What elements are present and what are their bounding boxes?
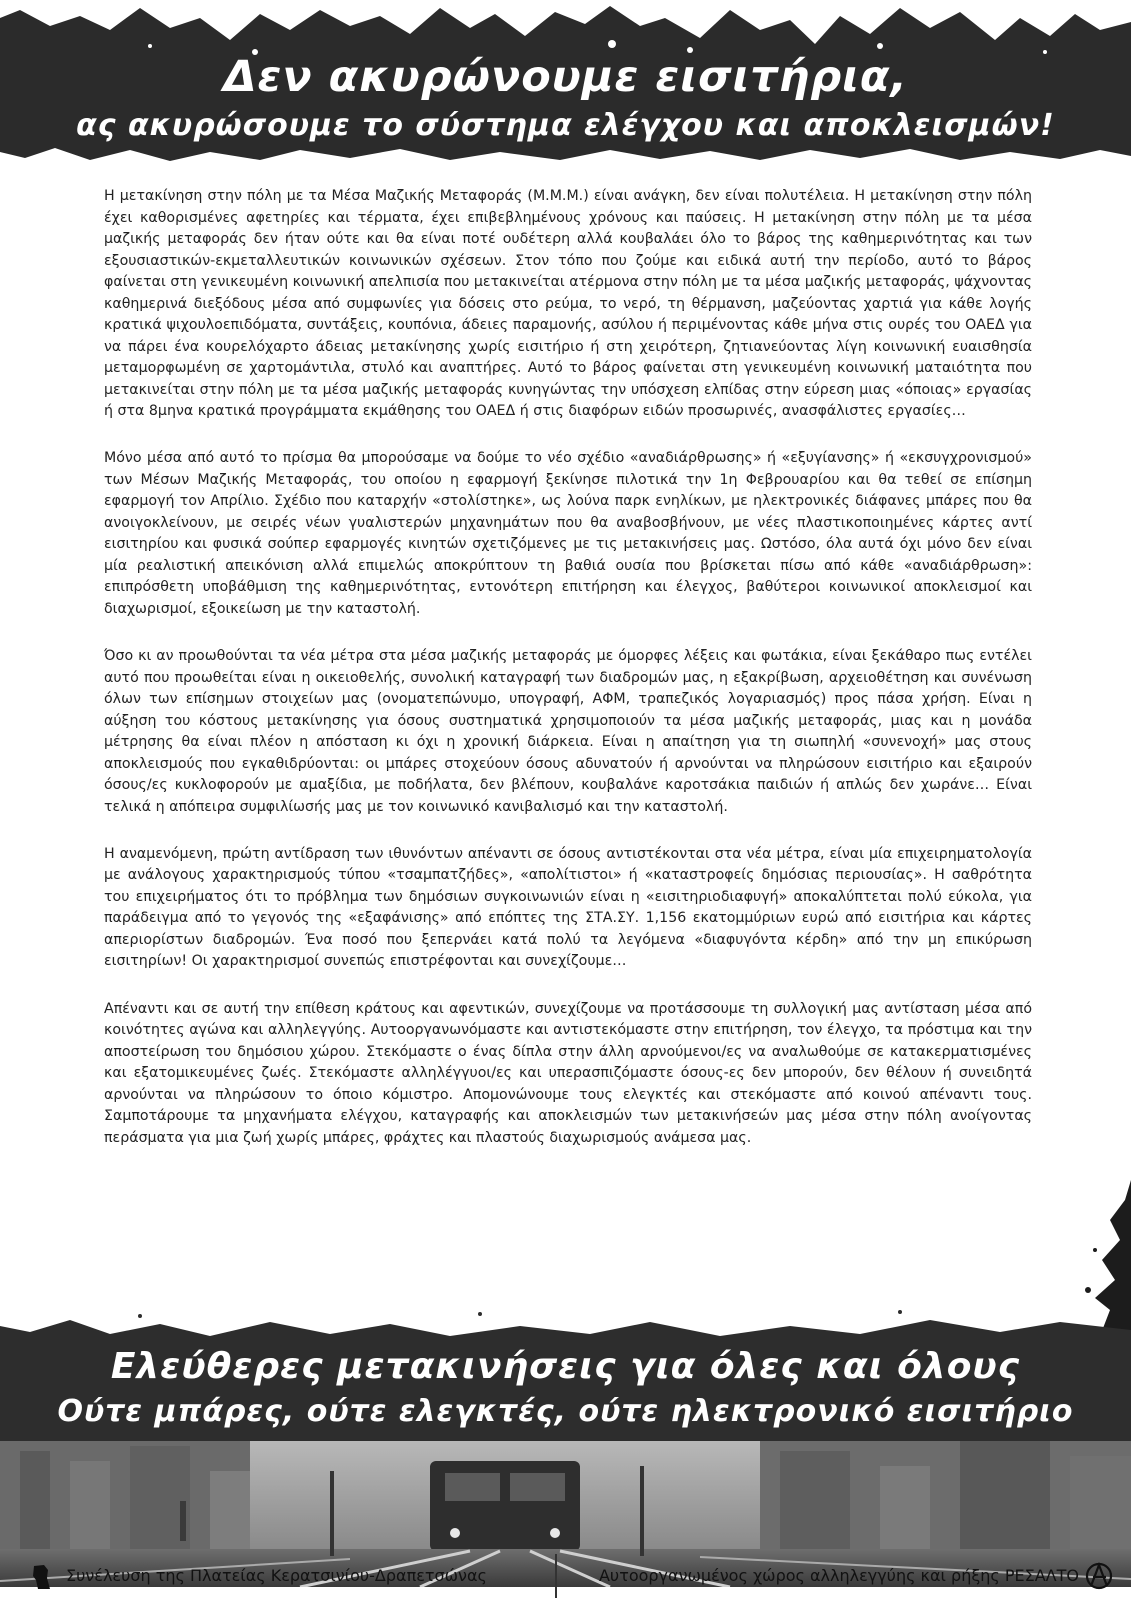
band-splatter-decoration [0, 1306, 1131, 1338]
slogan-line-1: Ελεύθερες μετακινήσεις για όλες και όλους [110, 1346, 1021, 1387]
paragraph-4: Η αναμενόμενη, πρώτη αντίδραση των ιθυνόντων απέναντι σε όσους αντιστέκονται στα νέα μέτρα, είναι μία επιχειρηματολογία με ανάλογους χαρακτηρισμούς τύπου «τσαμπατζήδες», «απολίτιστοι» ή «καταστροφείς δημόσιας περιουσίας». Η σαθρότητα του επιχειρήματος ότι το πρόβλημα των δημόσιων συγκοινωνιών είναι η «εισιτηριοδιαφυγή» αποκαλύπτεται πολύ εύκολα, για παράδειγμα από το γεγονός της «εξαφάνισης» από επόπτες της ΣΤΑ.ΣΥ. 1,156 εκατομμύριων ευρώ από εισιτήρια και κάρτες απεριορίστων διαδρομών. Ένα ποσό που ξεπερνάει κατά πολύ τα λεγόμενα «διαφυγόντα κέρδη» από την μη επικύρωση εισιτηρίων! Οι χαρακτηρισμοί συνεπώς επιστρέφονται και συνεχίζουμε… [104, 845, 1032, 970]
footer-assembly-name: Συνέλευση της Πλατείας Κερατσινίου-Δραπετσώνας [66, 1566, 487, 1585]
slogan-banner [0, 1336, 1131, 1441]
anarchy-icon [1085, 1562, 1113, 1590]
headline-line-1: Δεν ακυρώνουμε εισιτήρια, [223, 52, 908, 102]
article-body [104, 186, 1032, 1175]
footer [0, 1544, 1131, 1600]
fist-icon [30, 1564, 52, 1590]
footer-space-name: Αυτοοργανωμένος χώρος αλληλεγγύης και ρήξης ΡΕΣΑΛΤΟ [598, 1566, 1079, 1585]
paragraph-1: Η μετακίνηση στην πόλη με τα Μέσα Μαζικής Μεταφοράς (Μ.Μ.Μ.) είναι ανάγκη, δεν είναι πολυτέλεια. Η μετακίνηση στην πόλη έχει καθορισμένες αφετηρίες και τέρματα, έχει επιβεβλημένους χρόνους και παύσεις. Η μετακίνηση στην πόλη με τα μέσα μαζικής μεταφοράς δεν ήταν ούτε και θα είναι ποτέ ουδέτερη αλλά κουβαλάει όλο το βάρος της καθημερινότητας και των εξουσιαστικών-εκμεταλλευτικών κοινωνικών σχέσεων. Στον τόπο που ζούμε και ειδικά αυτή την περίοδο, αυτό το βάρος φαίνεται στη γενικευμένη κοινωνική απελπισία που μετακινείται ατέρμονα στην πόλη με τα μέσα μαζικής μεταφοράς, ψάχνοντας καθημερινά διεξόδους μέσα από συμφωνίες για δόσεις στο ρεύμα, το νερό, τη θέρμανση, μαζεύοντας χαρτιά για κάθε λογής κρατικά ψιχουλοεπιδόματα, συντάξεις, κουπόνια, άδειες παραμονής, ασύλου ή περιμένοντας κάθε μήνα στις ουρές του ΟΑΕΔ για να πάρει ένα κουρελόχαρτο άδειας μετακίνησης χωρίς εισιτήριο ή στη χειρότερη, ζητιανεύοντας λίγη κοινωνική ευαισθησία μεταμορφωμένη σε χαρτομάντιλα, στυλό και αναπτήρες. Αυτό το βάρος φαίνεται στη γενικευμένη κοινωνική ματαιότητα που μετακινείται στην πόλη με τα μέσα μαζικής μεταφοράς κυνηγώντας την υπόσχεση ελπίδας στην εύρεση μιας «όποιας» εργασίας ή στα 8μηνα κρατικά προγράμματα εκμάθησης του ΟΑΕΔ ή στις διαφόρων ειδών προσωρινές, ανασφάλιστες εργασίες… [104, 188, 1032, 419]
headline-line-2: ας ακυρώσουμε το σύστημα ελέγχου και αποκλεισμών! [76, 108, 1055, 143]
footer-divider [555, 1554, 557, 1598]
top-header [0, 0, 1131, 165]
paragraph-5: Απέναντι και σε αυτή την επίθεση κράτους και αφεντικών, συνεχίζουμε να προτάσσουμε τη συλλογική μας αντίσταση μέσα από κοινότητες αγώνα και αλληλεγγύης. Αυτοοργανωνόμαστε και αντιστεκόμαστε στην επιτήρηση, τον έλεγχο, τα πρόστιμα και την αποστείρωση του δημόσιου χώρου. Στεκόμαστε ο ένας δίπλα στην άλλη αρνούμενοι/ες να αναλωθούμε σε κατακερματισμένες και εξατομικευμένες ζωές. Στεκόμαστε αλληλέγγυοι/ες και υπερασπιζόμαστε όσους-ες δεν μπορούν, δεν θέλουν ή συνειδητά αρνούνται να πληρώσουν το όποιο κόμιστρο. Απομονώνουμε τους ελεγκτές και στεκόμαστε από κοινού απέναντι τους. Σαμποτάρουμε τα μηχανήματα ελέγχου, καταγραφής και αποκλεισμών των μετακινήσεών μας μέσα στην πόλη ανοίγοντας περάσματα για μια ζωή χωρίς μπάρες, φράχτες και πλαστούς διαχωρισμούς ανάμεσα μας. [104, 1000, 1032, 1146]
paragraph-2: Μόνο μέσα από αυτό το πρίσμα θα μπορούσαμε να δούμε το νέο σχέδιο «αναδιάρθρωσης» ή «εξυγίανσης» ή «εκσυγχρονισμού» των Μέσων Μαζικής Μεταφοράς, του οποίου η εφαρμογή ξεκίνησε πιλοτικά την 1η Φεβρουαρίου και θα τεθεί σε επίσημη εφαρμογή τον Απρίλιο. Σχέδιο που καταρχήν «στολίστηκε», ως λούνα παρκ ενηλίκων, με ηλεκτρονικές διάφανες μπάρες που θα ανοιγοκλείνουν, με σειρές νέων γυαλιστερών μηχανημάτων που θα αναβοσβήνουν, με νέες πλαστικοποιημένες κάρτες αντί εισιτηρίου και φυσικά σούπερ εφαρμογές κινητών σχετιζόμενες με τις μετακινήσεις μας. Ωστόσο, όλα αυτά όχι μόνο δεν είναι μία ρεαλιστική απεικόνιση αλλά επιμελώς αποκρύπτουν τη βαθιά ουσία που βρίσκεται πίσω από κάθε «αναδιάρθρωση»: επιπρόσθετη υποβάθμιση της καθημερινότητας, εντονότερη επιτήρηση και έλεγχος, βαθύτεροι κοινωνικοί αποκλεισμοί και διαχωρισμοί, εξοικείωση με την καταστολή. [104, 450, 1032, 617]
slogan-line-2: Ούτε μπάρες, ούτε ελεγκτές, ούτε ηλεκτρονικό εισιτήριο [57, 1394, 1074, 1429]
paragraph-3: Όσο κι αν προωθούνται τα νέα μέτρα στα μέσα μαζικής μεταφοράς με όμορφες λέξεις και φωτάκια, είναι ξεκάθαρο πως εντέλει αυτό που προωθείται είναι η οικειοθελής, συνολική καταγραφή των διαδρομών μας, η εξακρίβωση, αρχειοθέτηση και συνένωση όλων των επίσημων στοιχείων μας (ονοματεπώνυμο, υπογραφή, ΑΦΜ, τραπεζικός λογαριασμός) προς πάσα χρήση. Είναι η αύξηση του κόστους μετακίνησης για όσους συστηματικά χρησιμοποιούν τα μέσα μαζικής μεταφοράς, μιας και η μονάδα μέτρησης θα είναι πλέον η απόσταση κι όχι η χρονική διάρκεια. Είναι η απαίτηση για τη σιωπηλή «συνενοχή» μας στους αποκλεισμούς που εγκαθιδρύονται: οι μπάρες στοχεύουν όσους αδυνατούν ή αρνούνται να πληρώσουν εισιτήριο και εξαιρούν όσους/ες κυκλοφορούν με αμαξίδια, με ποδήλατα, δεν βλέπουν, κουβαλάνε καροτσάκια παιδιών ή απλώς δεν χωράνε… Είναι τελικά η απόπειρα συμφιλίωσής μας με τον κοινωνικό κανιβαλισμό και την καταστολή. [104, 648, 1032, 815]
